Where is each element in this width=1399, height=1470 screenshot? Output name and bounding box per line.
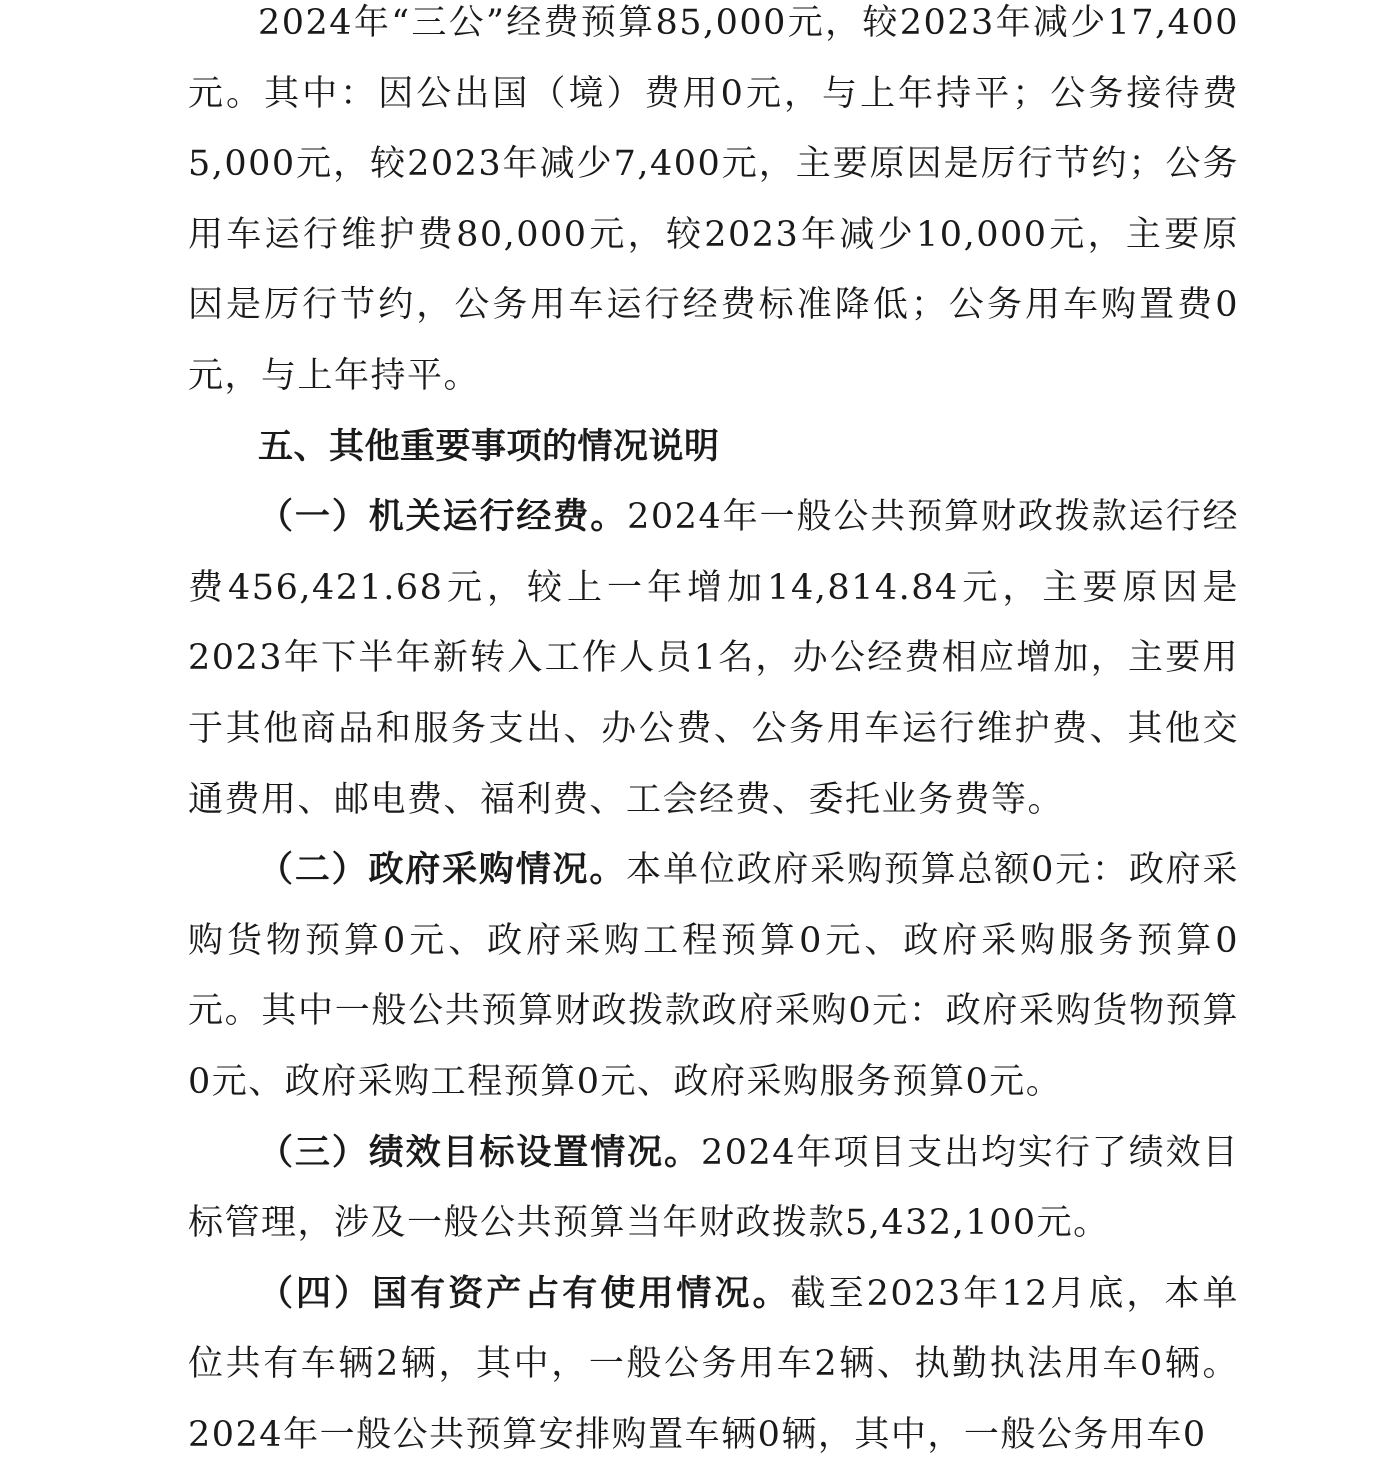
paragraph-text: 截至2023年12月底，本单位共有车辆2辆，其中，一般公务用车2辆、执勤执法用车0辆。2024年一般公共预算安排购置车辆0辆，其中，一般公务用车0 — [188, 1273, 1239, 1455]
paragraph-text: 2024年“三公”经费预算85,000元，较2023年减少17,400元。其中：因公出国（境）费用0元，与上年持平；公务接待费5,000元，较2023年减少7,400元，主要原因是厉行节约；公务用车运行维护费80,000元，较2023年减少10,000元，主要原因是厉行节约，公务用车运行经费标准降低；公务用车购置费0元，与上年持平。 — [188, 3, 1239, 396]
paragraph-performance-targets — [188, 1118, 1239, 1259]
paragraph-lead: （三）绩效目标设置情况。 — [258, 1132, 701, 1173]
paragraph-text: 2024年项目支出均实行了绩效目标管理，涉及一般公共预算当年财政拨款5,432,100元。 — [188, 1132, 1239, 1244]
paragraph-three-public-expenses — [188, 0, 1239, 412]
section-heading-other-matters — [188, 412, 1239, 483]
paragraph-text: 2024年一般公共预算财政拨款运行经费456,421.68元，较上一年增加14,814.84元，主要原因是2023年下半年新转入工作人员1名，办公经费相应增加，主要用于其他商品和服务支出、办公费、公务用车运行维护费、其他交通费用、邮电费、福利费、工会经费、委托业务费等。 — [188, 497, 1239, 820]
paragraph-lead: （一）机关运行经费。 — [258, 497, 628, 538]
paragraph-state-assets — [188, 1259, 1239, 1470]
paragraph-lead: （四）国有资产占有使用情况。 — [258, 1273, 791, 1314]
paragraph-lead: （二）政府采购情况。 — [258, 850, 627, 891]
paragraph-government-procurement — [188, 835, 1239, 1117]
paragraph-operating-expenses — [188, 482, 1239, 835]
heading-text: 五、其他重要事项的情况说明 — [258, 426, 720, 467]
paragraph-text: 本单位政府采购预算总额0元：政府采购货物预算0元、政府采购工程预算0元、政府采购服务预算0元。其中一般公共预算财政拨款政府采购0元：政府采购货物预算0元、政府采购工程预算0元、政府采购服务预算0元。 — [188, 850, 1239, 1102]
